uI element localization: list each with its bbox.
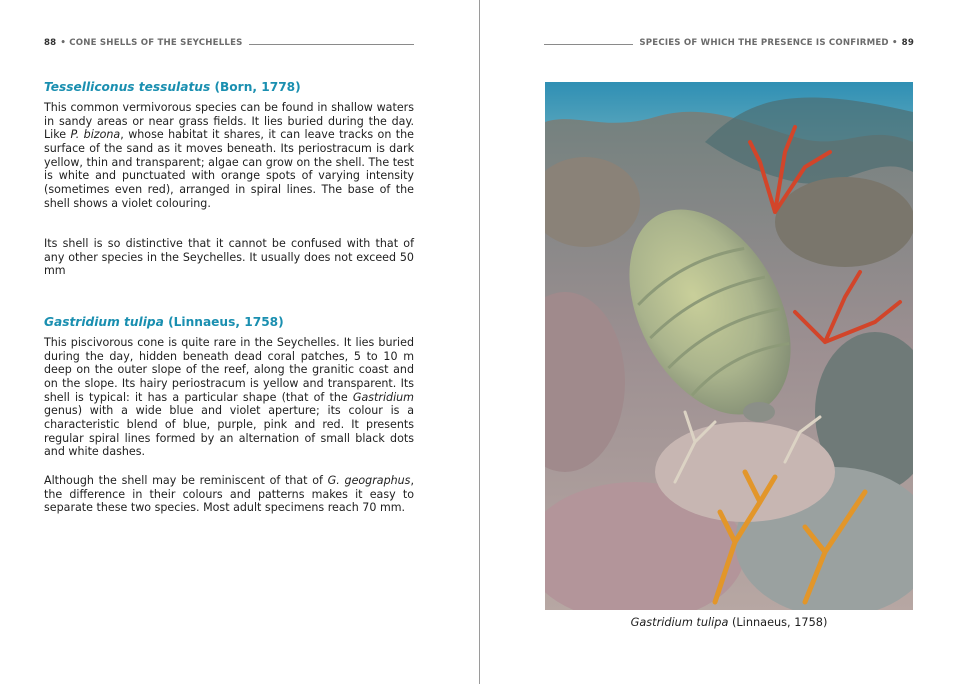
underwater-photo-icon	[545, 82, 913, 610]
caption-authority: (Linnaeus, 1758)	[728, 616, 828, 629]
running-head-right	[544, 38, 914, 48]
page-number-left: 88	[44, 38, 57, 48]
species-name: Tesselliconus tessulatus	[44, 80, 211, 94]
running-head-rule	[544, 44, 633, 45]
text-run: genus) with a wide blue and violet aperture; its colour is a characteristic blend of blue, purple, pink and red. It presents regular spiral lines formed by an alternation of small black dots and white dashes.	[44, 404, 414, 459]
text-run: , the difference in their colours and patterns makes it easy to separate these two species. Most adult specimens reach 70 mm.	[44, 474, 414, 515]
underwater-photo	[545, 82, 913, 610]
photo-caption	[545, 616, 913, 629]
paragraph-tessulatus-description	[44, 101, 414, 210]
caption-species: Gastridium tulipa	[630, 616, 729, 629]
italic-genus-ref: Gastridium	[352, 390, 414, 404]
paragraph-tessulatus-size: Its shell is so distinctive that it cannot be confused with that of any other species in the Seychelles. It usually does not exceed 50 mm	[44, 237, 414, 278]
running-head-left	[44, 38, 414, 48]
text-run: This common vermivorous species can be found in shallow waters in sandy areas or near grass fields. It lies buried during the day. Like	[44, 101, 414, 142]
text-run: , whose habitat it shares, it can leave tracks on the surface of the sand as it moves beneath. Its periostracum is dark yellow, thin and transparent; algae can grow on the shell. The test is white and punctuated with orange spots of varying intensity (sometimes even red), arranged in spiral lines. The base of the shell shows a violet colouring.	[44, 128, 414, 210]
right-page	[480, 0, 960, 684]
paragraph-tulipa-comparison	[44, 474, 414, 515]
species-heading-tessulatus	[44, 80, 301, 94]
running-head-left-text: • CONE SHELLS OF THE SEYCHELLES	[60, 38, 243, 48]
running-head-right-text: SPECIES OF WHICH THE PRESENCE IS CONFIRMED •	[639, 38, 898, 48]
italic-species-ref: G. geographus	[327, 474, 411, 487]
left-page	[0, 0, 479, 684]
text-run: Although the shell may be reminiscent of that of	[44, 474, 328, 487]
species-authority: (Linnaeus, 1758)	[163, 315, 284, 329]
paragraph-tulipa-description	[44, 336, 414, 459]
running-head-rule	[249, 44, 414, 45]
text-run: This piscivorous cone is quite rare in the Seychelles. It lies buried during the day, hidden beneath dead coral patches, 5 to 10 m deep on the outer slope of the reef, along the granitic coast and on the slope. Its hairy periostracum is yellow and transparent. Its shell is typical: it has a particular shape (that of the	[44, 336, 414, 404]
species-heading-tulipa	[44, 315, 284, 329]
italic-species-ref: P. bizona	[70, 128, 121, 142]
page-number-right: 89	[901, 38, 914, 48]
species-name: Gastridium tulipa	[44, 315, 164, 329]
species-authority: (Born, 1778)	[210, 80, 301, 94]
